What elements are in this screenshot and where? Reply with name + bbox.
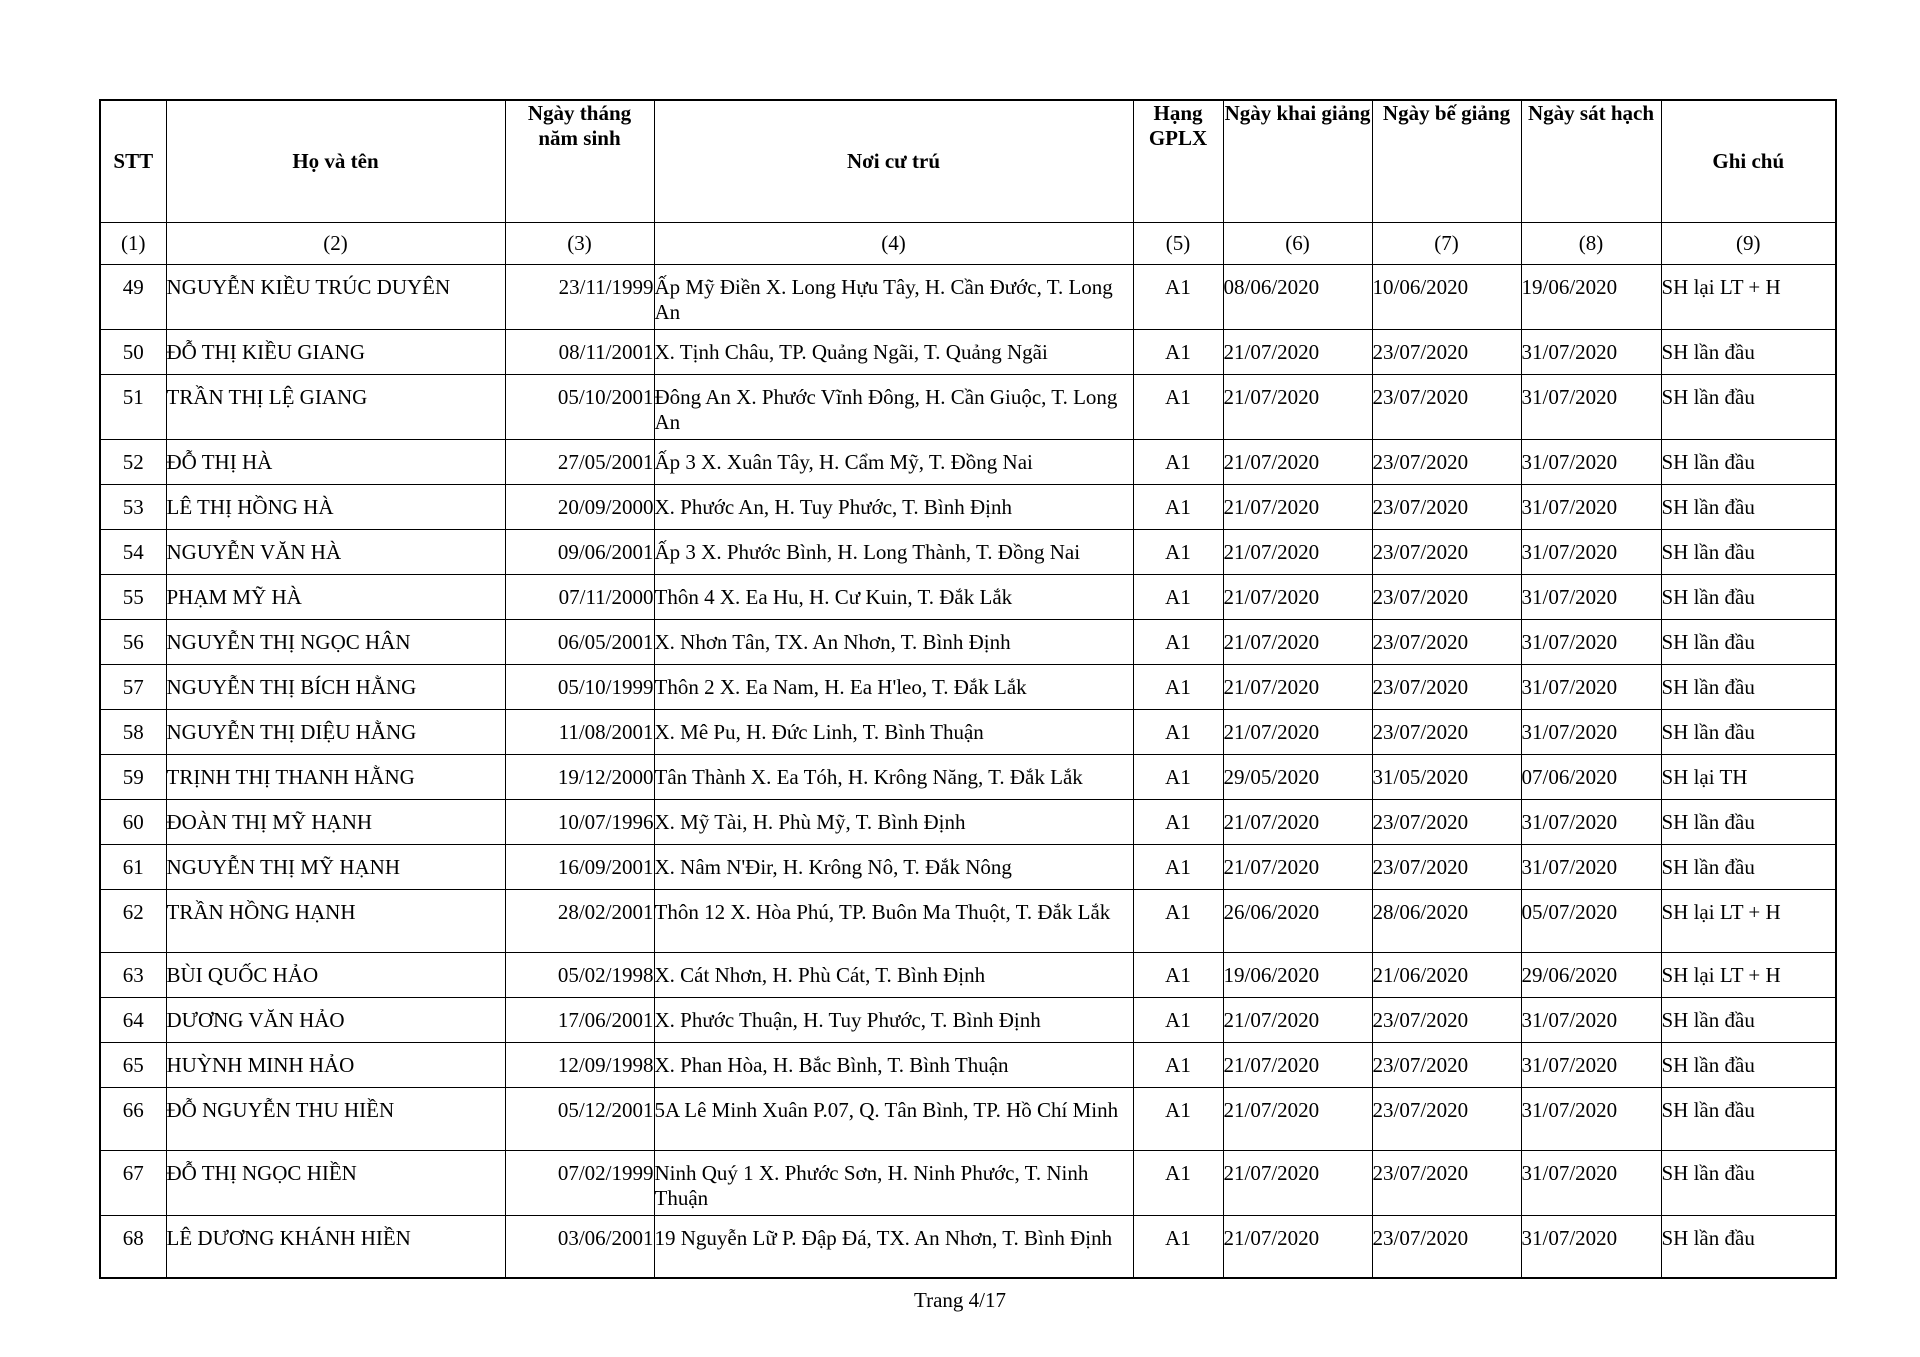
cell-dob: 08/11/2001 (505, 329, 654, 374)
column-number: (7) (1372, 222, 1521, 264)
cell-dob: 10/07/1996 (505, 799, 654, 844)
cell-note: SH lần đầu (1661, 529, 1836, 574)
cell-dob: 05/10/2001 (505, 374, 654, 439)
cell-end-date: 23/07/2020 (1372, 1087, 1521, 1150)
cell-name: TRẦN THỊ LỆ GIANG (166, 374, 505, 439)
cell-start-date: 21/07/2020 (1223, 997, 1372, 1042)
cell-name: DƯƠNG VĂN HẢO (166, 997, 505, 1042)
cell-dob: 28/02/2001 (505, 889, 654, 952)
cell-address: Ấp 3 X. Xuân Tây, H. Cẩm Mỹ, T. Đồng Nai (654, 439, 1133, 484)
cell-note: SH lần đầu (1661, 329, 1836, 374)
cell-start-date: 21/07/2020 (1223, 1087, 1372, 1150)
cell-class: A1 (1133, 997, 1223, 1042)
cell-end-date: 23/07/2020 (1372, 844, 1521, 889)
table-row (100, 1042, 1836, 1087)
cell-start-date: 21/07/2020 (1223, 1042, 1372, 1087)
cell-end-date: 21/06/2020 (1372, 952, 1521, 997)
cell-name: ĐOÀN THỊ MỸ HẠNH (166, 799, 505, 844)
cell-class: A1 (1133, 889, 1223, 952)
cell-end-date: 23/07/2020 (1372, 1042, 1521, 1087)
cell-dob: 07/02/1999 (505, 1150, 654, 1215)
cell-stt: 49 (100, 264, 166, 329)
cell-address: Ninh Quý 1 X. Phước Sơn, H. Ninh Phước, T. Ninh Thuận (654, 1150, 1133, 1215)
column-number: (8) (1521, 222, 1661, 264)
cell-name: NGUYỄN THỊ NGỌC HÂN (166, 619, 505, 664)
cell-start-date: 21/07/2020 (1223, 709, 1372, 754)
cell-note: SH lần đầu (1661, 1215, 1836, 1278)
cell-class: A1 (1133, 264, 1223, 329)
cell-stt: 67 (100, 1150, 166, 1215)
header-class: Hạng GPLX (1133, 100, 1223, 222)
cell-start-date: 21/07/2020 (1223, 574, 1372, 619)
column-number: (5) (1133, 222, 1223, 264)
cell-address: Ấp 3 X. Phước Bình, H. Long Thành, T. Đồng Nai (654, 529, 1133, 574)
table-row (100, 709, 1836, 754)
column-number: (3) (505, 222, 654, 264)
cell-end-date: 23/07/2020 (1372, 997, 1521, 1042)
cell-address: X. Phước Thuận, H. Tuy Phước, T. Bình Định (654, 997, 1133, 1042)
student-table (99, 99, 1837, 1279)
cell-class: A1 (1133, 484, 1223, 529)
cell-note: SH lần đầu (1661, 1150, 1836, 1215)
cell-note: SH lần đầu (1661, 619, 1836, 664)
cell-stt: 55 (100, 574, 166, 619)
table-row (100, 952, 1836, 997)
table-row (100, 484, 1836, 529)
cell-note: SH lần đầu (1661, 574, 1836, 619)
cell-exam-date: 31/07/2020 (1521, 439, 1661, 484)
cell-start-date: 21/07/2020 (1223, 374, 1372, 439)
cell-name: LÊ THỊ HỒNG HÀ (166, 484, 505, 529)
cell-class: A1 (1133, 952, 1223, 997)
cell-name: NGUYỄN KIỀU TRÚC DUYÊN (166, 264, 505, 329)
cell-note: SH lần đầu (1661, 484, 1836, 529)
cell-exam-date: 31/07/2020 (1521, 709, 1661, 754)
table-row (100, 374, 1836, 439)
cell-stt: 63 (100, 952, 166, 997)
cell-note: SH lại LT + H (1661, 889, 1836, 952)
cell-end-date: 23/07/2020 (1372, 1150, 1521, 1215)
cell-exam-date: 31/07/2020 (1521, 844, 1661, 889)
cell-name: NGUYỄN VĂN HÀ (166, 529, 505, 574)
cell-exam-date: 31/07/2020 (1521, 1042, 1661, 1087)
cell-start-date: 21/07/2020 (1223, 329, 1372, 374)
cell-dob: 07/11/2000 (505, 574, 654, 619)
cell-class: A1 (1133, 374, 1223, 439)
cell-stt: 59 (100, 754, 166, 799)
cell-exam-date: 31/07/2020 (1521, 1215, 1661, 1278)
cell-class: A1 (1133, 574, 1223, 619)
cell-address: Tân Thành X. Ea Tóh, H. Krông Năng, T. Đắk Lắk (654, 754, 1133, 799)
column-number: (2) (166, 222, 505, 264)
table-row (100, 1215, 1836, 1278)
cell-address: X. Phan Hòa, H. Bắc Bình, T. Bình Thuận (654, 1042, 1133, 1087)
cell-note: SH lại TH (1661, 754, 1836, 799)
cell-stt: 57 (100, 664, 166, 709)
cell-stt: 64 (100, 997, 166, 1042)
cell-address: Ấp Mỹ Điền X. Long Hựu Tây, H. Cần Đước, T. Long An (654, 264, 1133, 329)
cell-start-date: 21/07/2020 (1223, 484, 1372, 529)
cell-name: NGUYỄN THỊ BÍCH HẰNG (166, 664, 505, 709)
header-dob: Ngày tháng năm sinh (505, 100, 654, 222)
table-row (100, 574, 1836, 619)
table-row (100, 799, 1836, 844)
header-note: Ghi chú (1661, 100, 1836, 222)
cell-start-date: 26/06/2020 (1223, 889, 1372, 952)
cell-exam-date: 31/07/2020 (1521, 664, 1661, 709)
cell-name: NGUYỄN THỊ DIỆU HẰNG (166, 709, 505, 754)
cell-name: TRỊNH THỊ THANH HẰNG (166, 754, 505, 799)
cell-dob: 23/11/1999 (505, 264, 654, 329)
cell-note: SH lần đầu (1661, 844, 1836, 889)
cell-stt: 68 (100, 1215, 166, 1278)
cell-end-date: 23/07/2020 (1372, 374, 1521, 439)
cell-stt: 52 (100, 439, 166, 484)
cell-stt: 58 (100, 709, 166, 754)
cell-note: SH lần đầu (1661, 1042, 1836, 1087)
cell-end-date: 23/07/2020 (1372, 619, 1521, 664)
cell-address: X. Mê Pu, H. Đức Linh, T. Bình Thuận (654, 709, 1133, 754)
cell-end-date: 23/07/2020 (1372, 799, 1521, 844)
cell-stt: 61 (100, 844, 166, 889)
cell-note: SH lần đầu (1661, 374, 1836, 439)
cell-address: X. Nâm N'Đir, H. Krông Nô, T. Đắk Nông (654, 844, 1133, 889)
cell-note: SH lần đầu (1661, 439, 1836, 484)
cell-stt: 54 (100, 529, 166, 574)
cell-start-date: 21/07/2020 (1223, 1150, 1372, 1215)
table-row (100, 664, 1836, 709)
cell-address: X. Phước An, H. Tuy Phước, T. Bình Định (654, 484, 1133, 529)
cell-end-date: 23/07/2020 (1372, 709, 1521, 754)
cell-exam-date: 31/07/2020 (1521, 799, 1661, 844)
cell-start-date: 21/07/2020 (1223, 799, 1372, 844)
cell-dob: 17/06/2001 (505, 997, 654, 1042)
cell-name: TRẦN HỒNG HẠNH (166, 889, 505, 952)
cell-stt: 65 (100, 1042, 166, 1087)
table-row (100, 529, 1836, 574)
cell-address: X. Cát Nhơn, H. Phù Cát, T. Bình Định (654, 952, 1133, 997)
cell-class: A1 (1133, 1215, 1223, 1278)
cell-start-date: 08/06/2020 (1223, 264, 1372, 329)
cell-end-date: 23/07/2020 (1372, 329, 1521, 374)
header-address: Nơi cư trú (654, 100, 1133, 222)
cell-stt: 62 (100, 889, 166, 952)
header-name: Họ và tên (166, 100, 505, 222)
cell-dob: 05/12/2001 (505, 1087, 654, 1150)
table-body (100, 264, 1836, 1278)
cell-stt: 56 (100, 619, 166, 664)
cell-note: SH lần đầu (1661, 799, 1836, 844)
cell-dob: 27/05/2001 (505, 439, 654, 484)
header-row (100, 100, 1836, 222)
cell-name: BÙI QUỐC HẢO (166, 952, 505, 997)
cell-exam-date: 07/06/2020 (1521, 754, 1661, 799)
table-row (100, 1150, 1836, 1215)
header-end: Ngày bế giảng (1372, 100, 1521, 222)
cell-dob: 05/10/1999 (505, 664, 654, 709)
cell-class: A1 (1133, 844, 1223, 889)
cell-end-date: 10/06/2020 (1372, 264, 1521, 329)
cell-class: A1 (1133, 799, 1223, 844)
cell-stt: 53 (100, 484, 166, 529)
cell-end-date: 23/07/2020 (1372, 484, 1521, 529)
cell-start-date: 21/07/2020 (1223, 529, 1372, 574)
cell-start-date: 21/07/2020 (1223, 664, 1372, 709)
cell-exam-date: 05/07/2020 (1521, 889, 1661, 952)
cell-name: PHẠM MỸ HÀ (166, 574, 505, 619)
header-stt: STT (100, 100, 166, 222)
table-row (100, 754, 1836, 799)
table-row (100, 997, 1836, 1042)
cell-address: X. Nhơn Tân, TX. An Nhơn, T. Bình Định (654, 619, 1133, 664)
cell-start-date: 19/06/2020 (1223, 952, 1372, 997)
cell-dob: 16/09/2001 (505, 844, 654, 889)
cell-name: LÊ DƯƠNG KHÁNH HIỀN (166, 1215, 505, 1278)
cell-dob: 09/06/2001 (505, 529, 654, 574)
cell-note: SH lần đầu (1661, 1087, 1836, 1150)
cell-class: A1 (1133, 754, 1223, 799)
cell-note: SH lần đầu (1661, 709, 1836, 754)
cell-dob: 06/05/2001 (505, 619, 654, 664)
header-start: Ngày khai giảng (1223, 100, 1372, 222)
cell-end-date: 31/05/2020 (1372, 754, 1521, 799)
table-row (100, 619, 1836, 664)
cell-name: ĐỖ THỊ HÀ (166, 439, 505, 484)
cell-start-date: 29/05/2020 (1223, 754, 1372, 799)
cell-exam-date: 31/07/2020 (1521, 329, 1661, 374)
cell-dob: 19/12/2000 (505, 754, 654, 799)
column-number: (1) (100, 222, 166, 264)
cell-exam-date: 19/06/2020 (1521, 264, 1661, 329)
cell-address: 5A Lê Minh Xuân P.07, Q. Tân Bình, TP. Hồ Chí Minh (654, 1087, 1133, 1150)
cell-class: A1 (1133, 1150, 1223, 1215)
cell-name: ĐỖ THỊ NGỌC HIỀN (166, 1150, 505, 1215)
cell-start-date: 21/07/2020 (1223, 619, 1372, 664)
header-exam: Ngày sát hạch (1521, 100, 1661, 222)
cell-class: A1 (1133, 619, 1223, 664)
cell-exam-date: 31/07/2020 (1521, 619, 1661, 664)
cell-address: X. Mỹ Tài, H. Phù Mỹ, T. Bình Định (654, 799, 1133, 844)
cell-dob: 03/06/2001 (505, 1215, 654, 1278)
cell-address: 19 Nguyễn Lữ P. Đập Đá, TX. An Nhơn, T. Bình Định (654, 1215, 1133, 1278)
cell-name: ĐỖ NGUYỄN THU HIỀN (166, 1087, 505, 1150)
cell-note: SH lại LT + H (1661, 952, 1836, 997)
table-row (100, 439, 1836, 484)
cell-dob: 20/09/2000 (505, 484, 654, 529)
cell-end-date: 28/06/2020 (1372, 889, 1521, 952)
cell-class: A1 (1133, 529, 1223, 574)
column-number: (4) (654, 222, 1133, 264)
cell-dob: 12/09/1998 (505, 1042, 654, 1087)
table-row (100, 844, 1836, 889)
page-number: Trang 4/17 (914, 1288, 1006, 1312)
cell-stt: 60 (100, 799, 166, 844)
column-number-row (100, 222, 1836, 264)
cell-class: A1 (1133, 329, 1223, 374)
table-row (100, 264, 1836, 329)
cell-name: ĐỖ THỊ KIỀU GIANG (166, 329, 505, 374)
cell-note: SH lần đầu (1661, 997, 1836, 1042)
cell-class: A1 (1133, 709, 1223, 754)
table-row (100, 1087, 1836, 1150)
cell-note: SH lại LT + H (1661, 264, 1836, 329)
cell-address: Thôn 12 X. Hòa Phú, TP. Buôn Ma Thuột, T. Đắk Lắk (654, 889, 1133, 952)
cell-dob: 11/08/2001 (505, 709, 654, 754)
cell-address: Thôn 2 X. Ea Nam, H. Ea H'leo, T. Đắk Lắk (654, 664, 1133, 709)
cell-start-date: 21/07/2020 (1223, 1215, 1372, 1278)
cell-exam-date: 31/07/2020 (1521, 574, 1661, 619)
cell-start-date: 21/07/2020 (1223, 844, 1372, 889)
cell-stt: 66 (100, 1087, 166, 1150)
cell-end-date: 23/07/2020 (1372, 574, 1521, 619)
cell-stt: 50 (100, 329, 166, 374)
cell-exam-date: 31/07/2020 (1521, 997, 1661, 1042)
cell-address: Thôn 4 X. Ea Hu, H. Cư Kuin, T. Đắk Lắk (654, 574, 1133, 619)
cell-start-date: 21/07/2020 (1223, 439, 1372, 484)
cell-end-date: 23/07/2020 (1372, 1215, 1521, 1278)
cell-class: A1 (1133, 1042, 1223, 1087)
cell-end-date: 23/07/2020 (1372, 439, 1521, 484)
cell-note: SH lần đầu (1661, 664, 1836, 709)
table-row (100, 329, 1836, 374)
cell-class: A1 (1133, 439, 1223, 484)
cell-dob: 05/02/1998 (505, 952, 654, 997)
cell-class: A1 (1133, 664, 1223, 709)
column-number: (6) (1223, 222, 1372, 264)
cell-stt: 51 (100, 374, 166, 439)
cell-exam-date: 31/07/2020 (1521, 529, 1661, 574)
column-number: (9) (1661, 222, 1836, 264)
table-row (100, 889, 1836, 952)
cell-exam-date: 29/06/2020 (1521, 952, 1661, 997)
cell-end-date: 23/07/2020 (1372, 529, 1521, 574)
cell-exam-date: 31/07/2020 (1521, 1150, 1661, 1215)
cell-exam-date: 31/07/2020 (1521, 374, 1661, 439)
cell-exam-date: 31/07/2020 (1521, 1087, 1661, 1150)
cell-name: HUỲNH MINH HẢO (166, 1042, 505, 1087)
cell-name: NGUYỄN THỊ MỸ HẠNH (166, 844, 505, 889)
cell-address: X. Tịnh Châu, TP. Quảng Ngãi, T. Quảng Ngãi (654, 329, 1133, 374)
cell-class: A1 (1133, 1087, 1223, 1150)
cell-end-date: 23/07/2020 (1372, 664, 1521, 709)
cell-address: Đông An X. Phước Vĩnh Đông, H. Cần Giuộc, T. Long An (654, 374, 1133, 439)
cell-exam-date: 31/07/2020 (1521, 484, 1661, 529)
